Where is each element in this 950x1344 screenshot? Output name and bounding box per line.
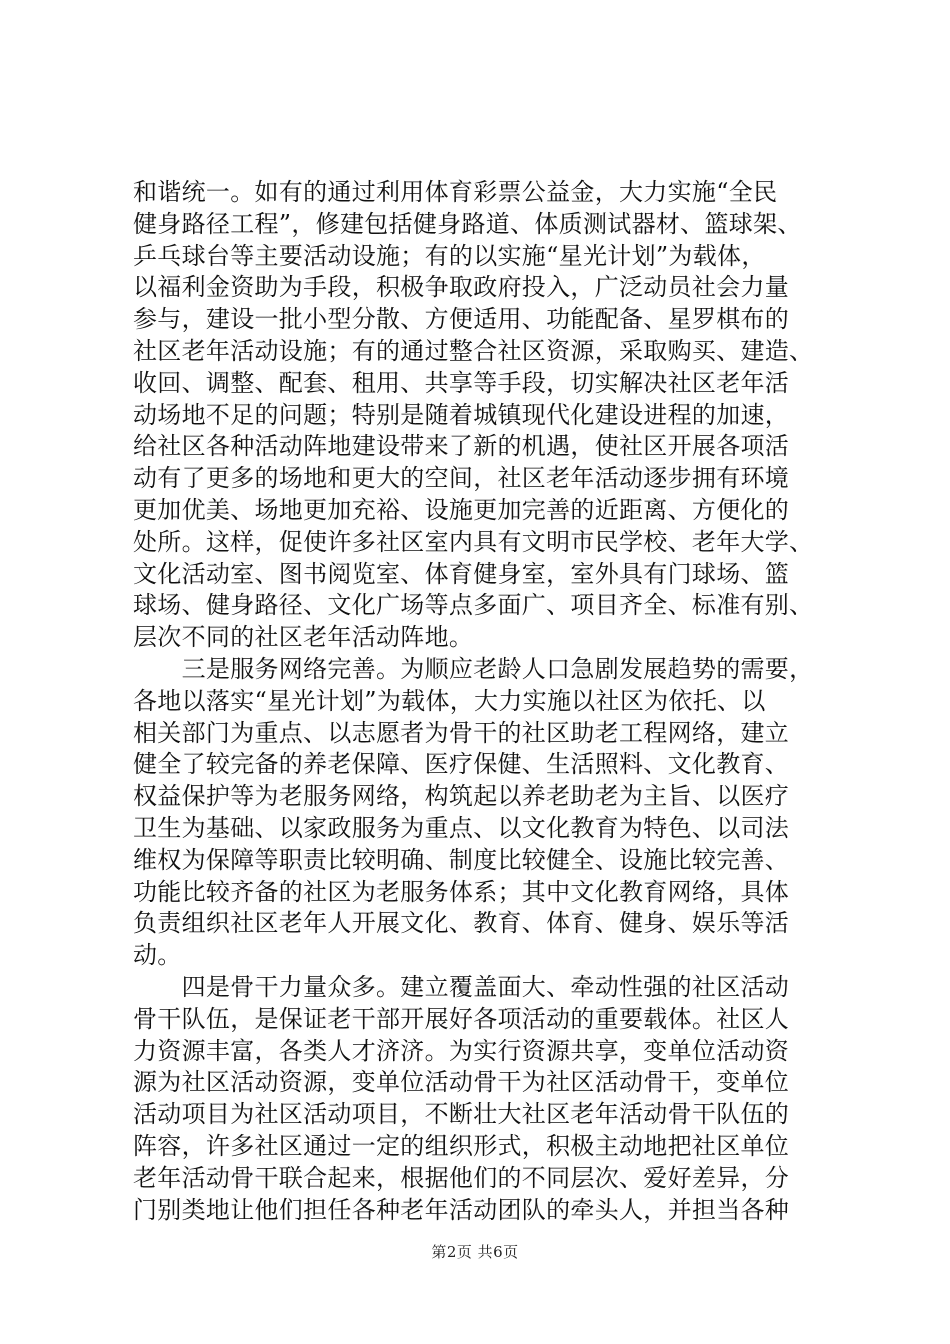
text-line: 相关部门为重点、以志愿者为骨干的社区助老工程网络，建立 xyxy=(133,718,790,747)
text-line: 力资源丰富，各类人才济济。为实行资源共享，变单位活动资 xyxy=(133,1036,790,1065)
text-line: 负责组织社区老年人开展文化、教育、体育、健身、娱乐等活 xyxy=(133,909,790,938)
text-line: 层次不同的社区老年活动阵地。 xyxy=(133,623,474,652)
text-line: 参与，建设一批小型分散、方便适用、功能配备、星罗棋布的 xyxy=(133,305,790,334)
text-line: 三是服务网络完善。为顺应老龄人口急剧发展趋势的需要， xyxy=(133,654,814,683)
text-line: 更加优美、场地更加充裕、设施更加完善的近距离、方便化的 xyxy=(133,495,790,524)
body-text xyxy=(133,177,833,1226)
page-footer: 第2页 共6页 xyxy=(431,1243,519,1261)
text-line: 文化活动室、图书阅览室、体育健身室，室外具有门球场、篮 xyxy=(133,559,790,588)
text-line: 四是骨干力量众多。建立覆盖面大、牵动性强的社区活动 xyxy=(133,972,790,1001)
text-line: 动有了更多的场地和更大的空间，社区老年活动逐步拥有环境 xyxy=(133,464,790,493)
text-line: 源为社区活动资源，变单位活动骨干为社区活动骨干，变单位 xyxy=(133,1068,790,1097)
text-line: 健全了较完备的养老保障、医疗保健、生活照料、文化教育、 xyxy=(133,750,790,779)
text-line: 卫生为基础、以家政服务为重点、以文化教育为特色、以司法 xyxy=(133,813,790,842)
text-line: 动场地不足的问题；特别是随着城镇现代化建设进程的加速， xyxy=(133,400,790,429)
text-line: 阵容，许多社区通过一定的组织形式，积极主动地把社区单位 xyxy=(133,1131,790,1160)
text-line: 和谐统一。如有的通过利用体育彩票公益金，大力实施“全民 xyxy=(133,178,778,206)
text-line: 处所。这样，促使许多社区室内具有文明市民学校、老年大学、 xyxy=(133,527,814,556)
text-line: 动。 xyxy=(133,941,182,970)
text-line: 功能比较齐备的社区为老服务体系；其中文化教育网络，具体 xyxy=(133,877,790,906)
text-line: 维权为保障等职责比较明确、制度比较健全、设施比较完善、 xyxy=(133,845,790,874)
text-line: 乒乓球台等主要活动设施；有的以实施“星光计划”为载体， xyxy=(133,241,766,270)
text-line: 健身路径工程”，修建包括健身路道、体质测试器材、篮球架、 xyxy=(133,209,802,238)
text-line: 给社区各种活动阵地建设带来了新的机遇，使社区开展各项活 xyxy=(133,432,790,461)
text-line: 老年活动骨干联合起来，根据他们的不同层次、爱好差异，分 xyxy=(133,1163,790,1192)
text-line: 活动项目为社区活动项目，不断壮大社区老年活动骨干队伍的 xyxy=(133,1100,790,1129)
text-line: 权益保护等为老服务网络，构筑起以养老助老为主旨、以医疗 xyxy=(133,782,790,811)
text-line: 以福利金资助为手段，积极争取政府投入，广泛动员社会力量 xyxy=(133,273,790,302)
text-line: 门别类地让他们担任各种老年活动团队的牵头人，并担当各种 xyxy=(133,1195,790,1224)
text-line: 各地以落实“星光计划”为载体，大力实施以社区为依托、以 xyxy=(133,686,766,715)
text-line: 社区老年活动设施；有的通过整合社区资源，采取购买、建造、 xyxy=(133,336,814,365)
text-line: 骨干队伍，是保证老干部开展好各项活动的重要载体。社区人 xyxy=(133,1004,790,1033)
text-line: 收回、调整、配套、租用、共享等手段，切实解决社区老年活 xyxy=(133,368,790,397)
text-line: 球场、健身路径、文化广场等点多面广、项目齐全、标准有别、 xyxy=(133,591,814,620)
